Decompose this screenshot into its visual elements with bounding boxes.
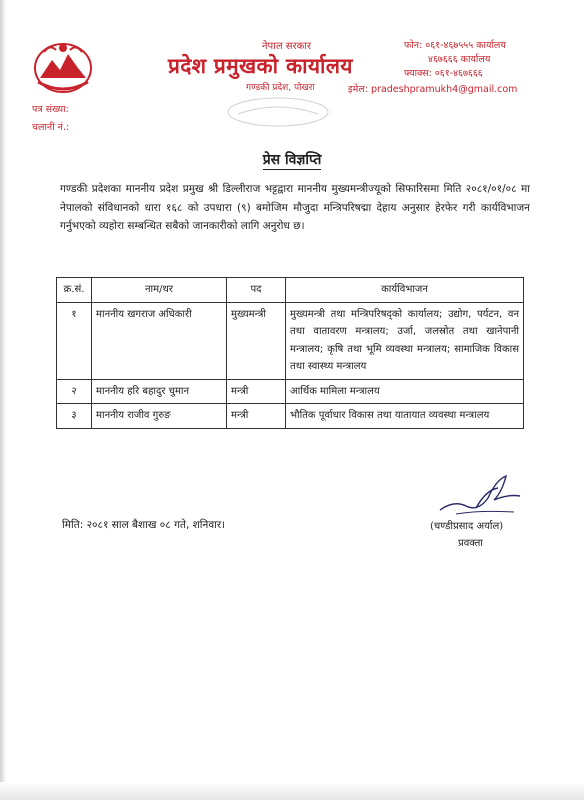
cell-post: मुख्यमन्त्री — [227, 302, 286, 379]
phone-line-1: फोन: ०६१-४६७५५५ कार्यालय — [404, 40, 506, 51]
signatory-title: प्रवक्ता — [458, 538, 483, 549]
col-header-portfolio: कार्यविभाजन — [286, 278, 524, 303]
press-release-heading — [0, 150, 584, 169]
col-header-name: नाम/थर — [92, 278, 227, 303]
reference-number-label: पत्र संख्या: — [32, 104, 69, 115]
dispatch-number-label: चलानी नं.: — [32, 122, 70, 133]
office-title: प्रदेश प्रमुखको कार्यालय — [168, 54, 353, 78]
table-row — [57, 302, 524, 379]
scan-shadow-bottom — [0, 782, 584, 800]
table-row — [57, 404, 524, 429]
table-header-row — [57, 278, 524, 303]
cell-sn: १ — [57, 302, 92, 379]
signatory-name: (चण्डीप्रसाद अर्याल) — [430, 521, 504, 532]
faded-stamp-icon — [218, 96, 338, 128]
date-line: मिति: २०८१ साल बैशाख ०८ गते, शनिवार। — [62, 519, 226, 531]
cell-portfolio: मुख्यमन्त्री तथा मन्त्रिपरिषद्को कार्यालय; उद्योग, पर्यटन, वन तथा वातावरण मन्त्रालय; उर्जा, जलस्रोत तथा खानेपानी मन्त्रालय; कृषि तथा भूमि व्यवस्था मन्त्रालय; सामाजिक विकास तथा स्वास्थ्य मन्त्रालय — [286, 302, 524, 379]
email-line: इमेल: pradeshpramukh4@gmail.com — [348, 84, 518, 95]
cell-post: मन्त्री — [227, 379, 286, 404]
table-row — [57, 379, 524, 404]
cell-portfolio: आर्थिक मामिला मन्त्रालय — [286, 379, 524, 404]
fax-line: फ्याक्स: ०६१-४६७६६६ — [404, 68, 483, 79]
col-header-sn: क्र.सं. — [57, 278, 92, 303]
cell-name: माननीय राजीव गुरुङ — [92, 404, 227, 429]
cell-name: माननीय खगराज अधिकारी — [92, 302, 227, 379]
heading-text: प्रेस विज्ञप्ति — [262, 152, 322, 168]
body-paragraph: गण्डकी प्रदेशका माननीय प्रदेश प्रमुख श्री डिल्लीराज भट्टद्वारा माननीय मुख्यमन्त्रीज्यूको सिफारिसमा मिति २०८१/०१/०८ मा नेपालको संविधानको धारा १६८ को उपधारा (९) बमोजिम मौजुदा मन्त्रिपरिषद्मा देहाय अनुसार हेरफेर गरी कार्यविभाजन गर्नुभएको व्यहोरा सम्बन्धित सबैको जानकारीको लागि अनुरोध छ। — [60, 183, 530, 232]
signature-icon — [436, 470, 528, 518]
portfolio-table — [56, 277, 524, 429]
nepal-emblem-icon — [30, 38, 96, 96]
col-header-post: पद — [227, 278, 286, 303]
cell-sn: ३ — [57, 404, 92, 429]
phone-line-2: ४६७६६६ कार्यालय — [428, 54, 491, 65]
cell-sn: २ — [57, 379, 92, 404]
scan-shadow-left — [0, 0, 6, 800]
cell-portfolio: भौतिक पूर्वाधार विकास तथा यातायात व्यवस्था मन्त्रालय — [286, 404, 524, 429]
cell-post: मन्त्री — [227, 404, 286, 429]
office-address: गण्डकी प्रदेश, पोखरा — [246, 83, 315, 93]
government-label: नेपाल सरकार — [262, 41, 311, 52]
cell-name: माननीय हरि बहादुर चुमान — [92, 379, 227, 404]
